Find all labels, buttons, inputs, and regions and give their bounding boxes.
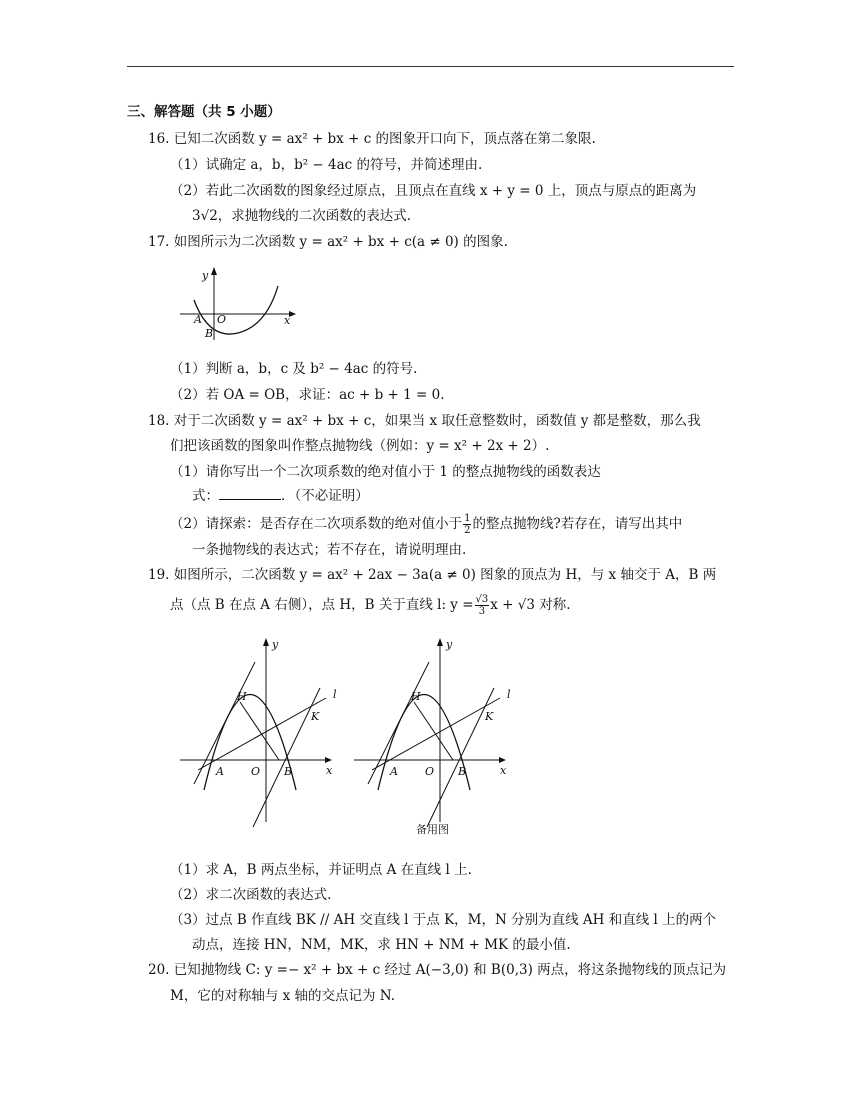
q19-stem-prefix: 点（点 B 在点 A 右侧），点 H，B 关于直线 l: y = xyxy=(170,597,474,613)
q19f1-label-x: x xyxy=(326,764,333,777)
q16-part1: （1）试确定 a，b，b² − 4ac 的符号，并简述理由. xyxy=(170,157,483,173)
q19-stem-suffix: x + √3 对称. xyxy=(490,597,571,613)
q19-stem-line2 xyxy=(170,594,571,617)
q18-stem-line2: 们把该函数的图象叫作整点抛物线（例如：y = x² + 2x + 2）. xyxy=(170,438,550,454)
q19-figure-main xyxy=(176,632,342,832)
q19-fraction-sqrt3-over-3 xyxy=(475,594,490,617)
q18-stem-line1: 18. 对于二次函数 y = ax² + bx + c，如果当 x 取任意整数时，函数值 y 都是整数，那么我 xyxy=(148,413,701,429)
q19-frac-numerator: √3 xyxy=(475,594,489,605)
q18-part2-suffix: 的整点抛物线?若存在，请写出其中 xyxy=(472,516,683,532)
q19f2-caption: 备用图 xyxy=(416,823,449,836)
q19f2-label-K: K xyxy=(485,710,494,723)
q17-parabola-figure xyxy=(176,262,301,342)
q19-part2: （2）求二次函数的表达式. xyxy=(170,887,332,903)
q19-part1: （1）求 A，B 两点坐标，并证明点 A 在直线 l 上. xyxy=(170,862,472,878)
q17-y-arrow xyxy=(211,267,217,275)
q19f2-x-arrow xyxy=(499,757,506,763)
q19f1-label-B: B xyxy=(284,765,293,778)
q19f1-label-H: H xyxy=(237,690,247,703)
q19f1-label-l: l xyxy=(333,688,337,701)
q19f2-label-A: A xyxy=(390,765,398,778)
q19f2-label-x: x xyxy=(500,764,507,777)
q18-part1-line1: （1）请你写出一个二次项系数的绝对值小于 1 的整点抛物线的函数表达 xyxy=(170,464,601,480)
q18-part2-prefix: （2）请探索：是否存在二次项系数的绝对值小于 xyxy=(170,516,463,532)
q20-stem-line2: M，它的对称轴与 x 轴的交点记为 N. xyxy=(170,988,396,1004)
q18-part1-suffix: ．（不必证明） xyxy=(281,488,369,504)
q19f2-label-O: O xyxy=(425,765,435,778)
q18-part1-prefix: 式： xyxy=(192,488,219,504)
q19f1-segment-HB xyxy=(240,702,279,760)
q18-part2-line2: 一条抛物线的表达式；若不存在，请说明理由. xyxy=(192,542,467,558)
q19-figure-spare xyxy=(350,632,516,842)
q19f2-y-arrow xyxy=(437,638,443,646)
q17-label-x: x xyxy=(284,314,291,327)
q19f2-line-BK xyxy=(427,688,494,827)
q19f1-label-O: O xyxy=(251,765,261,778)
q17-label-O: O xyxy=(217,313,227,326)
q17-part2: （2）若 OA = OB，求证：ac + b + 1 = 0. xyxy=(170,387,445,403)
header-rule xyxy=(127,66,734,67)
q19-stem-line1: 19. 如图所示，二次函数 y = ax² + 2ax − 3a(a ≠ 0) 图象的顶点为 H，与 x 轴交于 A，B 两 xyxy=(148,567,717,583)
q19f2-label-y: y xyxy=(446,638,453,651)
q17-label-B: B xyxy=(205,327,214,340)
q18-part1-line2 xyxy=(192,487,369,505)
q19f1-x-arrow xyxy=(325,757,332,763)
q19f2-label-l: l xyxy=(507,688,511,701)
q17-label-y: y xyxy=(202,269,209,282)
q19f1-line-BK xyxy=(253,688,320,827)
q18-frac-denominator: 2 xyxy=(464,525,471,536)
q19f1-line-AH xyxy=(194,662,255,784)
q18-fraction-half xyxy=(463,513,471,536)
q19f2-label-B: B xyxy=(458,765,467,778)
q19-frac-denominator: 3 xyxy=(478,606,486,617)
q18-answer-blank xyxy=(219,487,281,500)
q16-part2-line1: （2）若此二次函数的图象经过原点，且顶点在直线 x + y = 0 上，顶点与原点的距离为 xyxy=(170,183,697,199)
q19f2-segment-HB xyxy=(414,702,453,760)
q19-part3-line2: 动点，连接 HN，NM，MK，求 HN + NM + MK 的最小值. xyxy=(192,937,571,953)
q19f1-label-K: K xyxy=(311,710,320,723)
q18-part2-line1 xyxy=(170,513,682,536)
section-title: 三、解答题（共 5 小题） xyxy=(127,104,281,120)
q19f1-label-A: A xyxy=(216,765,224,778)
q18-frac-numerator: 1 xyxy=(464,513,471,524)
q16-part2-line2: 3√2，求抛物线的二次函数的表达式. xyxy=(192,208,412,224)
q16-stem: 16. 已知二次函数 y = ax² + bx + c 的图象开口向下，顶点落在第二象限. xyxy=(148,131,596,147)
q19f1-label-y: y xyxy=(272,638,279,651)
q19f2-label-H: H xyxy=(411,690,421,703)
q17-label-A: A xyxy=(194,313,202,326)
q17-stem: 17. 如图所示为二次函数 y = ax² + bx + c(a ≠ 0) 的图象. xyxy=(148,234,508,250)
q19f1-y-arrow xyxy=(263,638,269,646)
q19-part3-line1: （3）过点 B 作直线 BK // AH 交直线 l 于点 K，M，N 分别为直线 AH 和直线 l 上的两个 xyxy=(170,912,717,928)
q20-stem-line1: 20. 已知抛物线 C: y =− x² + bx + c 经过 A(−3,0) 和 B(0,3) 两点，将这条抛物线的顶点记为 xyxy=(148,962,727,978)
q17-part1: （1）判断 a，b，c 及 b² − 4ac 的符号. xyxy=(170,361,418,377)
q19f2-line-AH xyxy=(368,662,429,784)
